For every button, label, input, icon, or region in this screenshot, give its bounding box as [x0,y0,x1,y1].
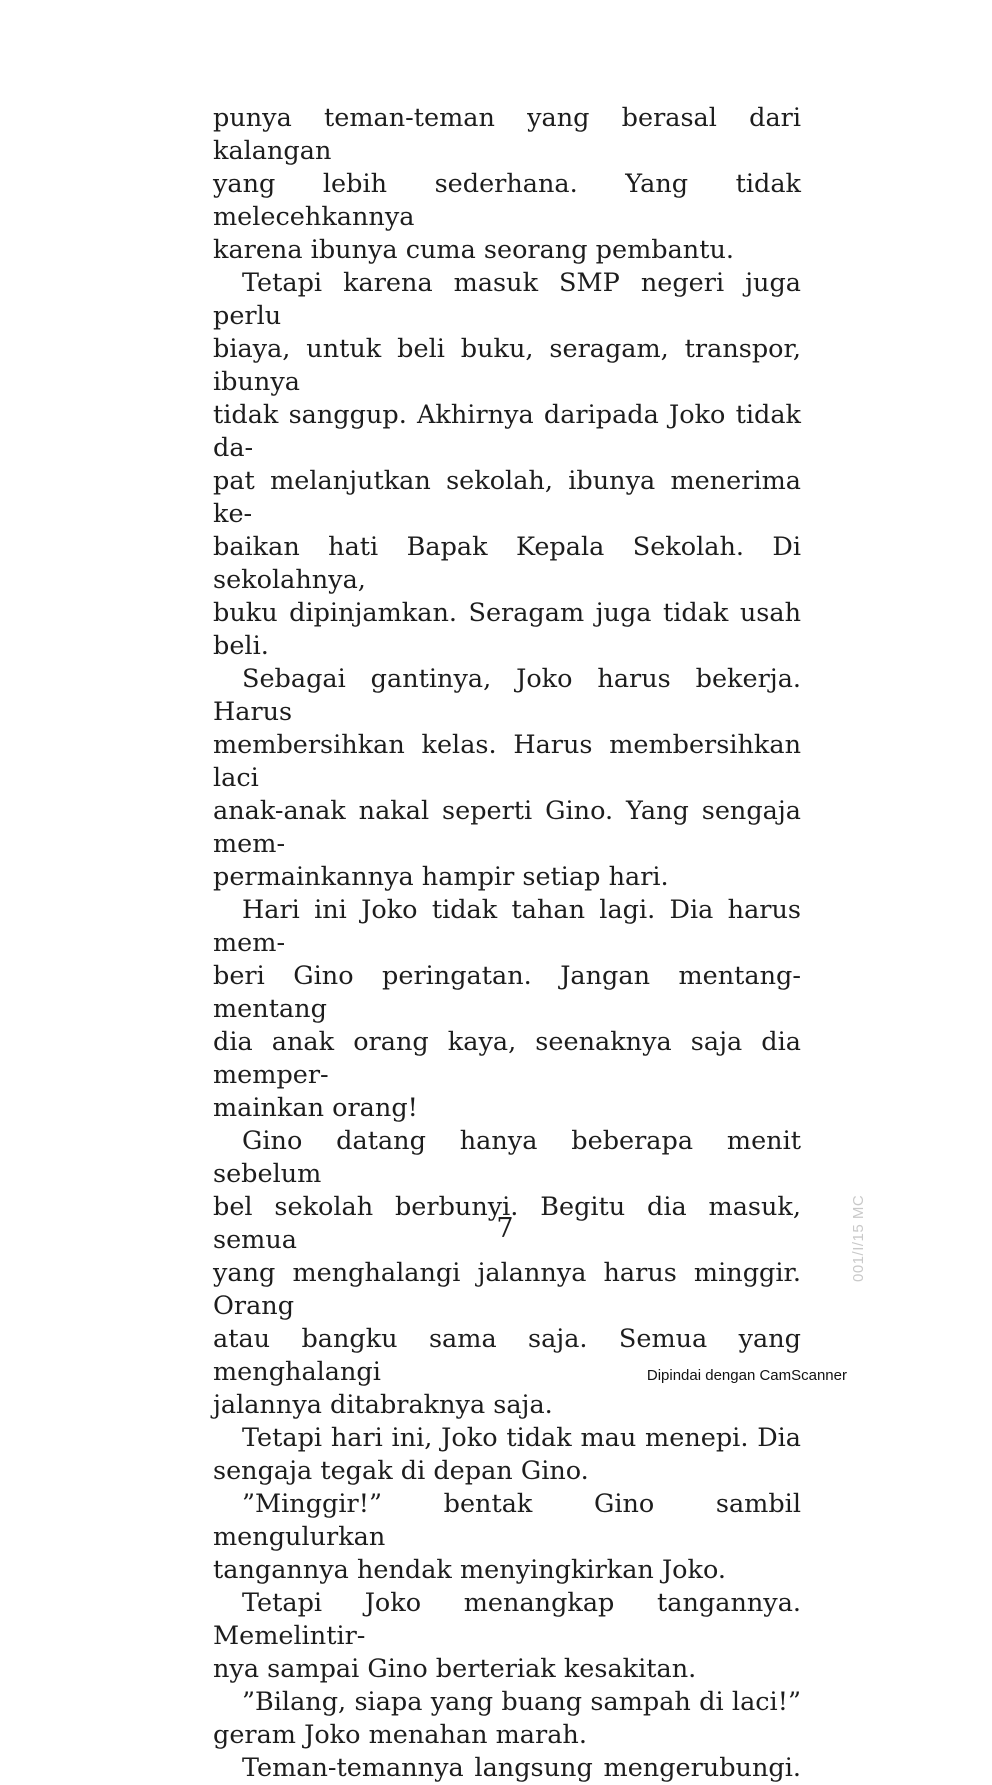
text-line: yang lebih sederhana. Yang tidak melecehkannya [213,169,801,232]
text-line: punya teman-teman yang berasal dari kalangan [213,103,801,166]
page-number: 7 [496,1213,514,1244]
paragraph [213,1752,801,1785]
text-line: pat melanjutkan sekolah, ibunya menerima ke- [213,466,801,529]
text-line: Hari ini Joko tidak tahan lagi. Dia harus mem- [213,895,801,958]
side-stamp: 001/I/15 MC [850,1194,867,1282]
text-line: jalannya ditabraknya saja. [213,1390,553,1420]
paragraph [213,1587,801,1686]
text-line: geram Joko menahan marah. [213,1720,587,1750]
text-line: ”Bilang, siapa yang buang sampah di laci!” [242,1687,801,1717]
text-line: Sebagai gantinya, Joko harus bekerja. Harus [213,664,801,727]
text-line: atau bangku sama saja. Semua yang menghalangi [213,1324,801,1387]
text-line: dia anak orang kaya, seenaknya saja dia memper- [213,1027,801,1090]
text-line: membersihkan kelas. Harus membersihkan laci [213,730,801,793]
text-line: Tetapi karena masuk SMP negeri juga perlu [213,268,801,331]
text-line: Tetapi hari ini, Joko tidak mau menepi. Dia [242,1423,801,1453]
paragraph [213,894,801,1125]
text-line: Teman-temannya langsung mengerubungi. [242,1753,801,1783]
text-line: buku dipinjamkan. Seragam juga tidak usah [213,598,801,628]
text-line: baikan hati Bapak Kepala Sekolah. Di sekolahnya, [213,532,801,595]
text-line: permainkannya hampir setiap hari. [213,862,669,892]
paragraph [213,1422,801,1488]
text-line: anak-anak nakal seperti Gino. Yang sengaja mem- [213,796,801,859]
text-line: mainkan orang! [213,1093,418,1123]
text-line: beri Gino peringatan. Jangan mentang-mentang [213,961,801,1024]
scanner-watermark: Dipindai dengan CamScanner [646,1367,847,1384]
text-line: karena ibunya cuma seorang pembantu. [213,235,734,265]
text-line: beli. [213,631,269,661]
text-line: tidak sanggup. Akhirnya daripada Joko tidak da- [213,400,801,463]
paragraph [213,1686,801,1752]
paragraph [213,663,801,894]
text-line: tangannya hendak menyingkirkan Joko. [213,1555,727,1585]
body-text [213,102,801,1785]
text-line: Gino datang hanya beberapa menit sebelum [213,1126,801,1189]
paragraph [213,267,801,663]
text-line: yang menghalangi jalannya harus minggir. Orang [213,1258,801,1321]
text-line: sengaja tegak di depan Gino. [213,1456,589,1486]
paragraph [213,102,801,267]
text-line: Tetapi Joko menangkap tangannya. Memelintir- [213,1588,801,1651]
paragraph [213,1488,801,1587]
text-line: biaya, untuk beli buku, seragam, transpor, ibunya [213,334,801,397]
text-line: bel sekolah berbunyi. Begitu dia masuk, semua [213,1192,801,1255]
text-line: ”Minggir!” bentak Gino sambil mengulurkan [213,1489,801,1552]
text-line: nya sampai Gino berteriak kesakitan. [213,1654,697,1684]
